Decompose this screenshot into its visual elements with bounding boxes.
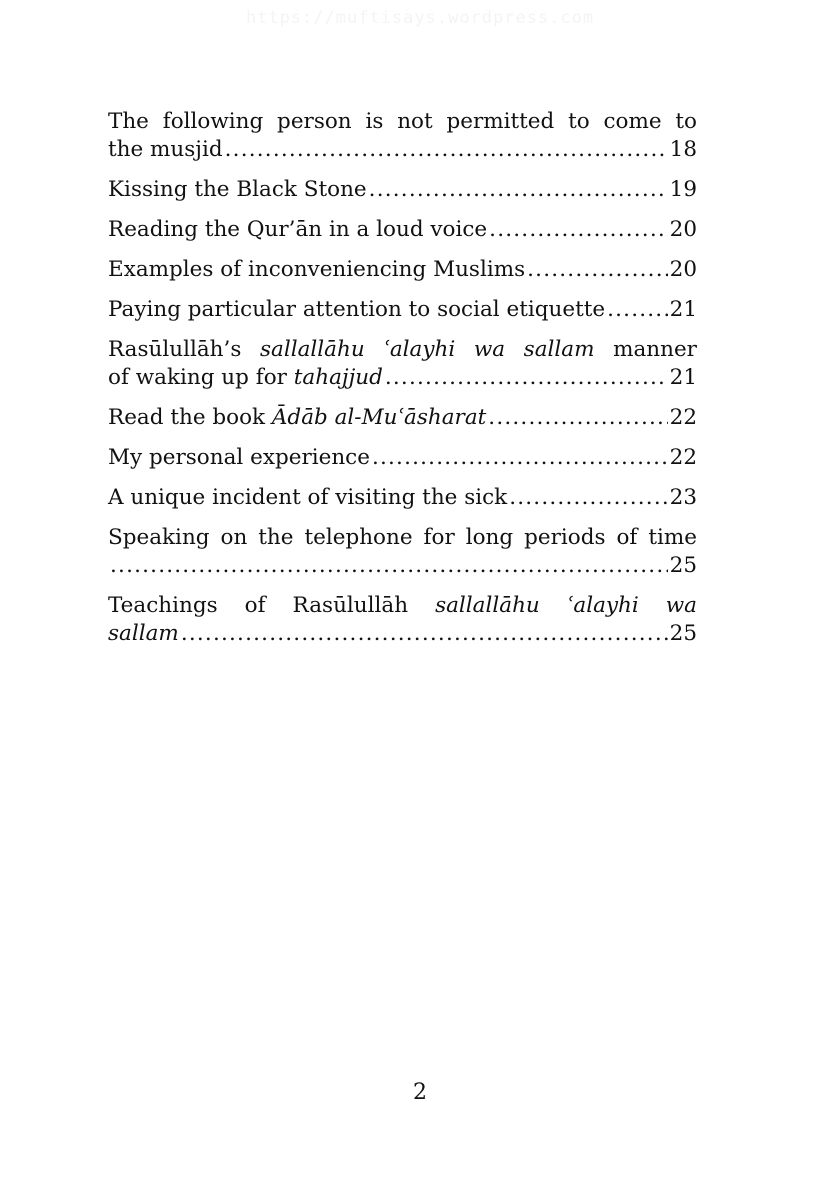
toc-page-number: 22	[669, 445, 697, 470]
toc-page-number: 21	[669, 365, 697, 390]
leader-dots	[509, 484, 667, 512]
page-footer-number: 2	[413, 1080, 427, 1105]
toc-entry-title: Reading the Qur’ān in a loud voice	[108, 217, 488, 242]
toc-entry-text: of waking up for	[108, 365, 287, 390]
toc-entry[interactable]	[108, 216, 697, 244]
toc-entry-title-cont	[108, 364, 383, 392]
toc-page-number: 19	[669, 177, 697, 202]
toc-entry-title	[108, 404, 486, 432]
toc-entry-italic: tahajjud	[293, 365, 383, 390]
toc-entry[interactable]	[108, 296, 697, 324]
toc-entry-title	[108, 592, 697, 620]
toc-entry[interactable]	[108, 256, 697, 284]
toc-entry[interactable]	[108, 444, 697, 472]
toc-entry-title: My personal experience	[108, 445, 370, 470]
table-of-contents	[108, 108, 697, 660]
toc-entry-text: Teachings of Rasūlullāh	[108, 593, 409, 618]
toc-entry[interactable]	[108, 404, 697, 432]
leader-dots	[489, 216, 667, 244]
toc-entry-title-cont: sallam	[108, 621, 179, 646]
leader-dots	[225, 136, 668, 164]
toc-entry[interactable]	[108, 176, 697, 204]
toc-entry[interactable]	[108, 484, 697, 512]
toc-entry-title: A unique incident of visiting the sick	[108, 485, 508, 510]
toc-entry-text: Read the book	[108, 405, 266, 430]
leader-dots	[181, 620, 668, 648]
toc-entry-italic: sallallāhu ʿalayhi wa sallam	[259, 337, 595, 362]
toc-page-number: 25	[669, 621, 697, 646]
leader-dots	[385, 364, 668, 392]
toc-entry-title-cont: the musjid	[108, 137, 223, 162]
leader-dots	[110, 552, 668, 580]
toc-entry-title	[108, 336, 697, 364]
toc-page-number: 21	[669, 297, 697, 322]
toc-entry[interactable]	[108, 524, 697, 580]
toc-entry-italic: Ādāb al-Muʿāsharat	[271, 405, 487, 430]
toc-entry-italic: sallallāhu ʿalayhi wa	[435, 593, 697, 618]
toc-page-number: 23	[669, 485, 697, 510]
toc-entry-text: manner	[613, 337, 697, 362]
leader-dots	[527, 256, 668, 284]
leader-dots	[369, 176, 668, 204]
toc-page-number: 22	[669, 405, 697, 430]
toc-page-number: 25	[669, 553, 697, 578]
toc-entry[interactable]	[108, 592, 697, 648]
toc-page-number: 18	[669, 137, 697, 162]
toc-entry[interactable]	[108, 336, 697, 392]
leader-dots	[607, 296, 668, 324]
watermark-url: https://muftisays.wordpress.com	[245, 8, 595, 28]
toc-entry-title: Examples of inconveniencing Muslims	[108, 257, 526, 282]
leader-dots	[372, 444, 668, 472]
toc-page-number: 20	[669, 217, 697, 242]
toc-entry-title: The following person is not permitted to come to	[108, 109, 697, 134]
toc-entry-title: Speaking on the telephone for long periods of time	[108, 525, 697, 550]
toc-entry-text: Rasūlullāh’s	[108, 337, 242, 362]
toc-page-number: 20	[669, 257, 697, 282]
toc-entry-title: Kissing the Black Stone	[108, 177, 367, 202]
toc-entry-title: Paying particular attention to social etiquette	[108, 297, 606, 322]
toc-entry[interactable]	[108, 108, 697, 164]
leader-dots	[488, 404, 667, 432]
